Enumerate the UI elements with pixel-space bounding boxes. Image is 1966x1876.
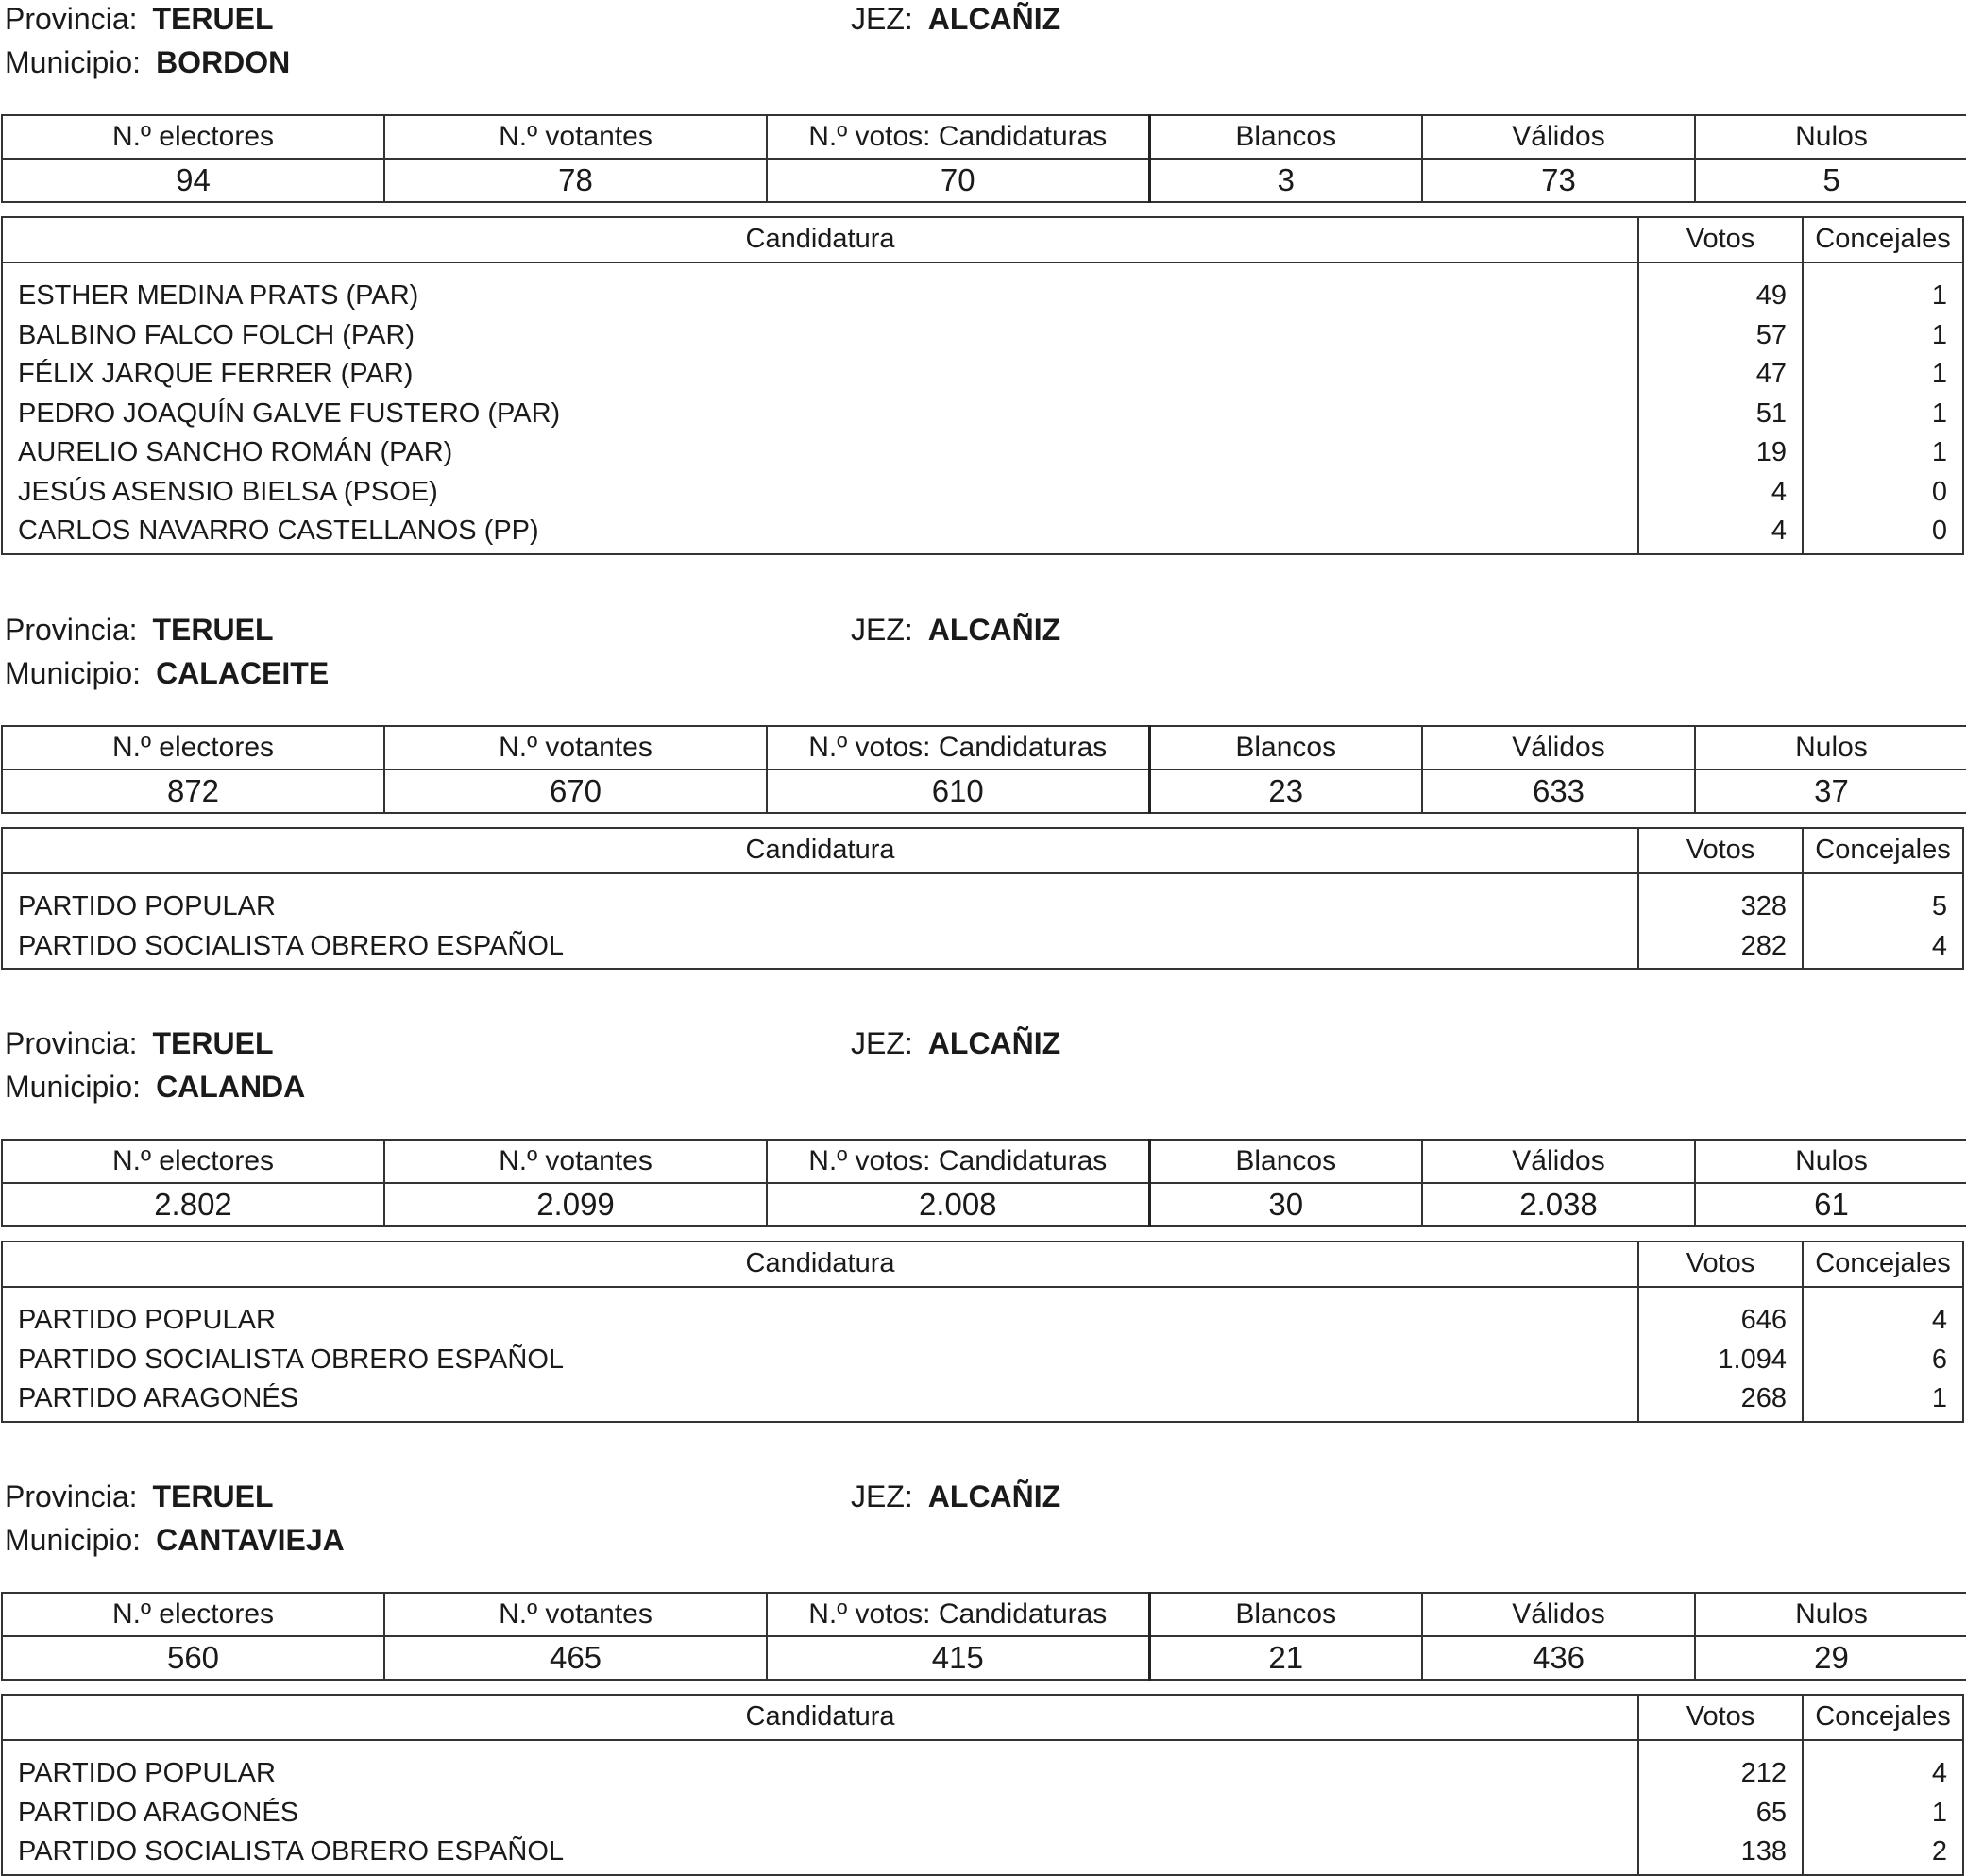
candidatura-header: Candidatura [3,1696,1639,1739]
summary-value-cell: 23 [1149,769,1422,813]
candidate-concejales: 1 [1931,1797,1947,1828]
summary-value-cell: 465 [384,1636,767,1680]
results-table [1,216,1964,555]
summary-value-cell: 610 [767,769,1149,813]
summary-table [1,1139,1966,1227]
provincia-value: TERUEL [152,2,274,36]
summary-header-cell: Blancos [1149,115,1422,159]
candidate-votos: 65 [1755,1797,1787,1828]
candidatura-column [3,263,1639,553]
summary-value-cell: 2.008 [767,1183,1149,1226]
summary-header-row [2,1593,1966,1636]
summary-header-row [2,726,1966,769]
votos-column [1639,1741,1804,1874]
summary-header-cell: N.º electores [2,1593,384,1636]
candidatura-column [3,874,1639,968]
candidatura-column [3,1741,1639,1874]
summary-header-cell: Blancos [1149,726,1422,769]
candidate-name: PARTIDO POPULAR [18,891,276,921]
candidate-name: FÉLIX JARQUE FERRER (PAR) [18,359,414,389]
municipio-label: Municipio: [5,1523,142,1557]
candidate-votos: 212 [1740,1758,1787,1788]
results-header-row [3,1242,1962,1288]
jez-label: JEZ: [851,1026,913,1060]
candidate-votos: 138 [1740,1836,1787,1867]
provincia-line [5,1479,274,1514]
summary-header-cell: Válidos [1422,115,1695,159]
results-body [3,1741,1962,1874]
provincia-label: Provincia: [5,1026,138,1060]
concejales-header: Concejales [1815,1701,1951,1732]
jez-value: ALCAÑIZ [927,2,1061,36]
candidate-concejales: 1 [1931,397,1947,429]
candidatura-header: Candidatura [3,829,1639,872]
municipio-line [5,1523,345,1558]
results-table [1,827,1964,970]
jez-label: JEZ: [851,1479,913,1513]
results-header-row [3,218,1962,263]
concejales-header: Concejales [1815,835,1951,865]
results-body [3,263,1962,553]
votos-column [1639,1288,1804,1421]
candidate-concejales: 0 [1931,515,1947,546]
candidate-name: PEDRO JOAQUÍN GALVE FUSTERO (PAR) [18,397,561,429]
summary-value-cell: 872 [2,769,384,813]
candidate-name: JESÚS ASENSIO BIELSA (PSOE) [18,476,438,507]
summary-header-row [2,115,1966,159]
candidate-name: ESTHER MEDINA PRATS (PAR) [18,280,419,311]
candidate-votos: 47 [1755,359,1787,389]
summary-value-cell: 37 [1695,769,1966,813]
municipio-label: Municipio: [5,656,142,690]
jez-value: ALCAÑIZ [927,613,1061,647]
candidate-name: AURELIO SANCHO ROMÁN (PAR) [18,437,453,467]
summary-value-cell: 2.099 [384,1183,767,1226]
votos-column [1639,263,1804,553]
summary-header-row [2,1140,1966,1183]
provincia-line [5,1026,274,1061]
candidate-name: PARTIDO SOCIALISTA OBRERO ESPAÑOL [18,1344,565,1375]
jez-label: JEZ: [851,613,913,647]
candidate-votos: 19 [1755,437,1787,467]
summary-values-row [2,769,1966,813]
candidate-concejales: 1 [1931,437,1947,467]
summary-value-cell: 73 [1422,159,1695,202]
summary-table [1,725,1966,814]
summary-table [1,1592,1966,1681]
summary-header-cell: N.º votos: Candidaturas [767,1140,1149,1183]
votos-header: Votos [1639,1242,1804,1286]
summary-values-row [2,1636,1966,1680]
candidate-name: PARTIDO POPULAR [18,1758,276,1788]
candidate-name: CARLOS NAVARRO CASTELLANOS (PP) [18,515,539,546]
summary-header-cell: N.º votos: Candidaturas [767,726,1149,769]
candidate-votos: 1.094 [1718,1344,1787,1375]
candidatura-header: Candidatura [3,1242,1639,1286]
municipio-label: Municipio: [5,1070,142,1104]
summary-value-cell: 2.802 [2,1183,384,1226]
candidate-name: PARTIDO POPULAR [18,1305,276,1335]
jez-line [851,2,1060,37]
summary-table [1,114,1966,203]
summary-header-cell: Válidos [1422,1593,1695,1636]
jez-label: JEZ: [851,2,913,36]
candidate-concejales: 1 [1931,280,1947,311]
summary-header-cell: N.º votantes [384,115,767,159]
provincia-label: Provincia: [5,2,138,36]
results-body [3,874,1962,968]
candidate-concejales: 0 [1931,476,1947,507]
candidate-concejales: 6 [1931,1344,1947,1375]
candidate-votos: 51 [1755,397,1787,429]
summary-value-cell: 633 [1422,769,1695,813]
municipio-value: CANTAVIEJA [156,1523,345,1557]
summary-value-cell: 5 [1695,159,1966,202]
summary-value-cell: 21 [1149,1636,1422,1680]
jez-line [851,1479,1060,1514]
results-header-row [3,1696,1962,1741]
votos-header: Votos [1639,1696,1804,1739]
results-header-row [3,829,1962,874]
candidate-concejales: 5 [1931,891,1947,921]
municipio-value: BORDON [156,45,291,79]
candidate-concejales: 2 [1931,1836,1947,1867]
summary-header-cell: N.º votantes [384,1140,767,1183]
municipio-label: Municipio: [5,45,142,79]
candidate-votos: 4 [1771,476,1787,507]
candidate-concejales: 4 [1931,1758,1947,1788]
concejales-column [1804,874,1962,968]
municipio-line [5,1070,305,1105]
concejales-header: Concejales [1815,1248,1951,1278]
summary-header-cell: Blancos [1149,1140,1422,1183]
summary-value-cell: 670 [384,769,767,813]
jez-value: ALCAÑIZ [927,1026,1061,1060]
candidate-concejales: 4 [1931,930,1947,961]
concejales-column [1804,1741,1962,1874]
candidate-concejales: 1 [1931,319,1947,350]
municipio-line [5,45,290,80]
candidate-name: PARTIDO SOCIALISTA OBRERO ESPAÑOL [18,930,565,961]
summary-header-cell: N.º votantes [384,1593,767,1636]
summary-value-cell: 415 [767,1636,1149,1680]
summary-value-cell: 94 [2,159,384,202]
municipio-value: CALANDA [156,1070,306,1104]
summary-header-cell: N.º votos: Candidaturas [767,1593,1149,1636]
provincia-value: TERUEL [152,1479,274,1513]
votos-header: Votos [1639,829,1804,872]
jez-line [851,1026,1060,1061]
candidate-votos: 57 [1755,319,1787,350]
summary-header-cell: Blancos [1149,1593,1422,1636]
summary-value-cell: 70 [767,159,1149,202]
summary-header-cell: Nulos [1695,726,1966,769]
results-table [1,1694,1964,1876]
summary-value-cell: 29 [1695,1636,1966,1680]
summary-header-cell: Nulos [1695,115,1966,159]
summary-value-cell: 3 [1149,159,1422,202]
candidate-name: PARTIDO ARAGONÉS [18,1383,299,1413]
provincia-value: TERUEL [152,613,274,647]
candidate-votos: 646 [1740,1305,1787,1335]
candidatura-column [3,1288,1639,1421]
summary-value-cell: 2.038 [1422,1183,1695,1226]
votos-column [1639,874,1804,968]
summary-values-row [2,1183,1966,1226]
municipio-value: CALACEITE [156,656,330,690]
summary-header-cell: Válidos [1422,1140,1695,1183]
candidate-name: PARTIDO ARAGONÉS [18,1797,299,1828]
candidate-votos: 282 [1740,930,1787,961]
candidate-name: PARTIDO SOCIALISTA OBRERO ESPAÑOL [18,1836,565,1867]
candidate-concejales: 4 [1931,1305,1947,1335]
summary-header-cell: Válidos [1422,726,1695,769]
votos-header: Votos [1639,218,1804,262]
provincia-label: Provincia: [5,613,138,647]
summary-value-cell: 30 [1149,1183,1422,1226]
summary-header-cell: N.º electores [2,726,384,769]
results-body [3,1288,1962,1421]
results-table [1,1241,1964,1423]
summary-header-cell: N.º electores [2,1140,384,1183]
summary-values-row [2,159,1966,202]
candidatura-header: Candidatura [3,218,1639,262]
summary-value-cell: 436 [1422,1636,1695,1680]
candidate-votos: 268 [1740,1383,1787,1413]
jez-value: ALCAÑIZ [927,1479,1061,1513]
candidate-name: BALBINO FALCO FOLCH (PAR) [18,319,415,350]
provincia-value: TERUEL [152,1026,274,1060]
summary-header-cell: Nulos [1695,1593,1966,1636]
candidate-votos: 328 [1740,891,1787,921]
summary-value-cell: 78 [384,159,767,202]
summary-header-cell: N.º electores [2,115,384,159]
summary-header-cell: N.º votos: Candidaturas [767,115,1149,159]
concejales-column [1804,1288,1962,1421]
summary-value-cell: 61 [1695,1183,1966,1226]
concejales-column [1804,263,1962,553]
candidate-concejales: 1 [1931,359,1947,389]
candidate-votos: 49 [1755,280,1787,311]
provincia-line [5,2,274,37]
jez-line [851,613,1060,648]
summary-header-cell: Nulos [1695,1140,1966,1183]
summary-header-cell: N.º votantes [384,726,767,769]
candidate-concejales: 1 [1931,1383,1947,1413]
candidate-votos: 4 [1771,515,1787,546]
summary-value-cell: 560 [2,1636,384,1680]
provincia-line [5,613,274,648]
concejales-header: Concejales [1815,224,1951,254]
municipio-line [5,656,329,691]
provincia-label: Provincia: [5,1479,138,1513]
